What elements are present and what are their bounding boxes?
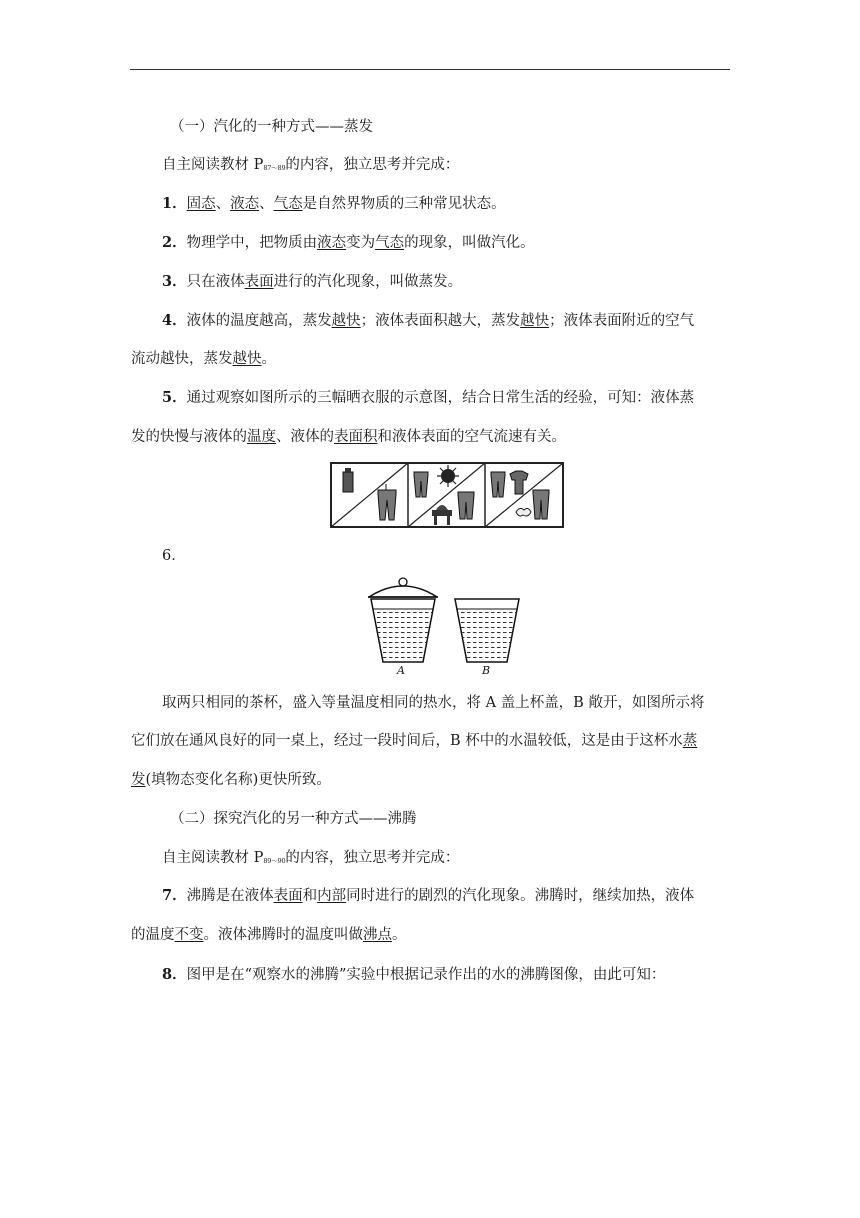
cup-a-icon: [368, 578, 438, 662]
reading-instruction-1: 自主阅读教材 P87～89的内容，独立思考并完成：: [162, 157, 460, 173]
question-6-line-3: 发(填物态变化名称)更快所致。: [131, 772, 331, 788]
question-7-line-1: 7．沸腾是在液体表面和内部同时进行的剧烈的汽化现象。沸腾时，继续加热，液体: [162, 887, 695, 904]
header-rule: [130, 69, 730, 70]
clothes-drying-figure: [330, 462, 564, 528]
cup-b-icon: [455, 599, 519, 662]
question-8: 8．图甲是在“观察水的沸腾”实验中根据记录作出的水的沸腾图像，由此可知：: [162, 966, 666, 983]
question-5-line-1: 5．通过观察如图所示的三幅晒衣服的示意图，结合日常生活的经验，可知：液体蒸: [162, 389, 695, 406]
wind-icon: [516, 508, 531, 516]
question-7-line-2: 的温度不变。液体沸腾时的温度叫做沸点。: [131, 927, 407, 943]
question-6-line-1: 取两只相同的茶杯，盛入等量温度相同的热水，将 A 盖上杯盖，B 敞开，如图所示将: [162, 695, 705, 711]
question-6-line-2: 它们放在通风良好的同一桌上，经过一段时间后，B 杯中的水温较低，这是由于这杯水蒸: [131, 733, 698, 749]
section-heading-1: （一）汽化的一种方式——蒸发: [170, 119, 373, 135]
question-2: 2．物理学中，把物质由液态变为气态的现象，叫做汽化。: [162, 234, 535, 251]
question-5-line-2: 发的快慢与液体的温度、液体的表面积和液体表面的空气流速有关。: [131, 429, 566, 445]
cup-b-label: B: [482, 664, 491, 677]
tea-cups-figure: [365, 575, 525, 667]
reading-instruction-2: 自主阅读教材 P89～90的内容，独立思考并完成：: [162, 850, 460, 866]
question-4-line-1: 4．液体的温度越高，蒸发越快；液体表面积越大，蒸发越快；液体表面附近的空气: [162, 312, 695, 329]
question-1: 1．固态、液态、气态是自然界物质的三种常见状态。: [162, 195, 506, 212]
shirt-icon: [343, 468, 353, 492]
question-3: 3．只在液体表面进行的汽化现象，叫做蒸发。: [162, 273, 463, 290]
section-heading-2: （二）探究汽化的另一种方式——沸腾: [170, 811, 417, 827]
cup-a-label: A: [397, 664, 405, 677]
question-4-line-2: 流动越快，蒸发越快。: [131, 351, 276, 367]
sun-icon: [437, 465, 459, 487]
question-6-number: 6．: [162, 548, 186, 564]
